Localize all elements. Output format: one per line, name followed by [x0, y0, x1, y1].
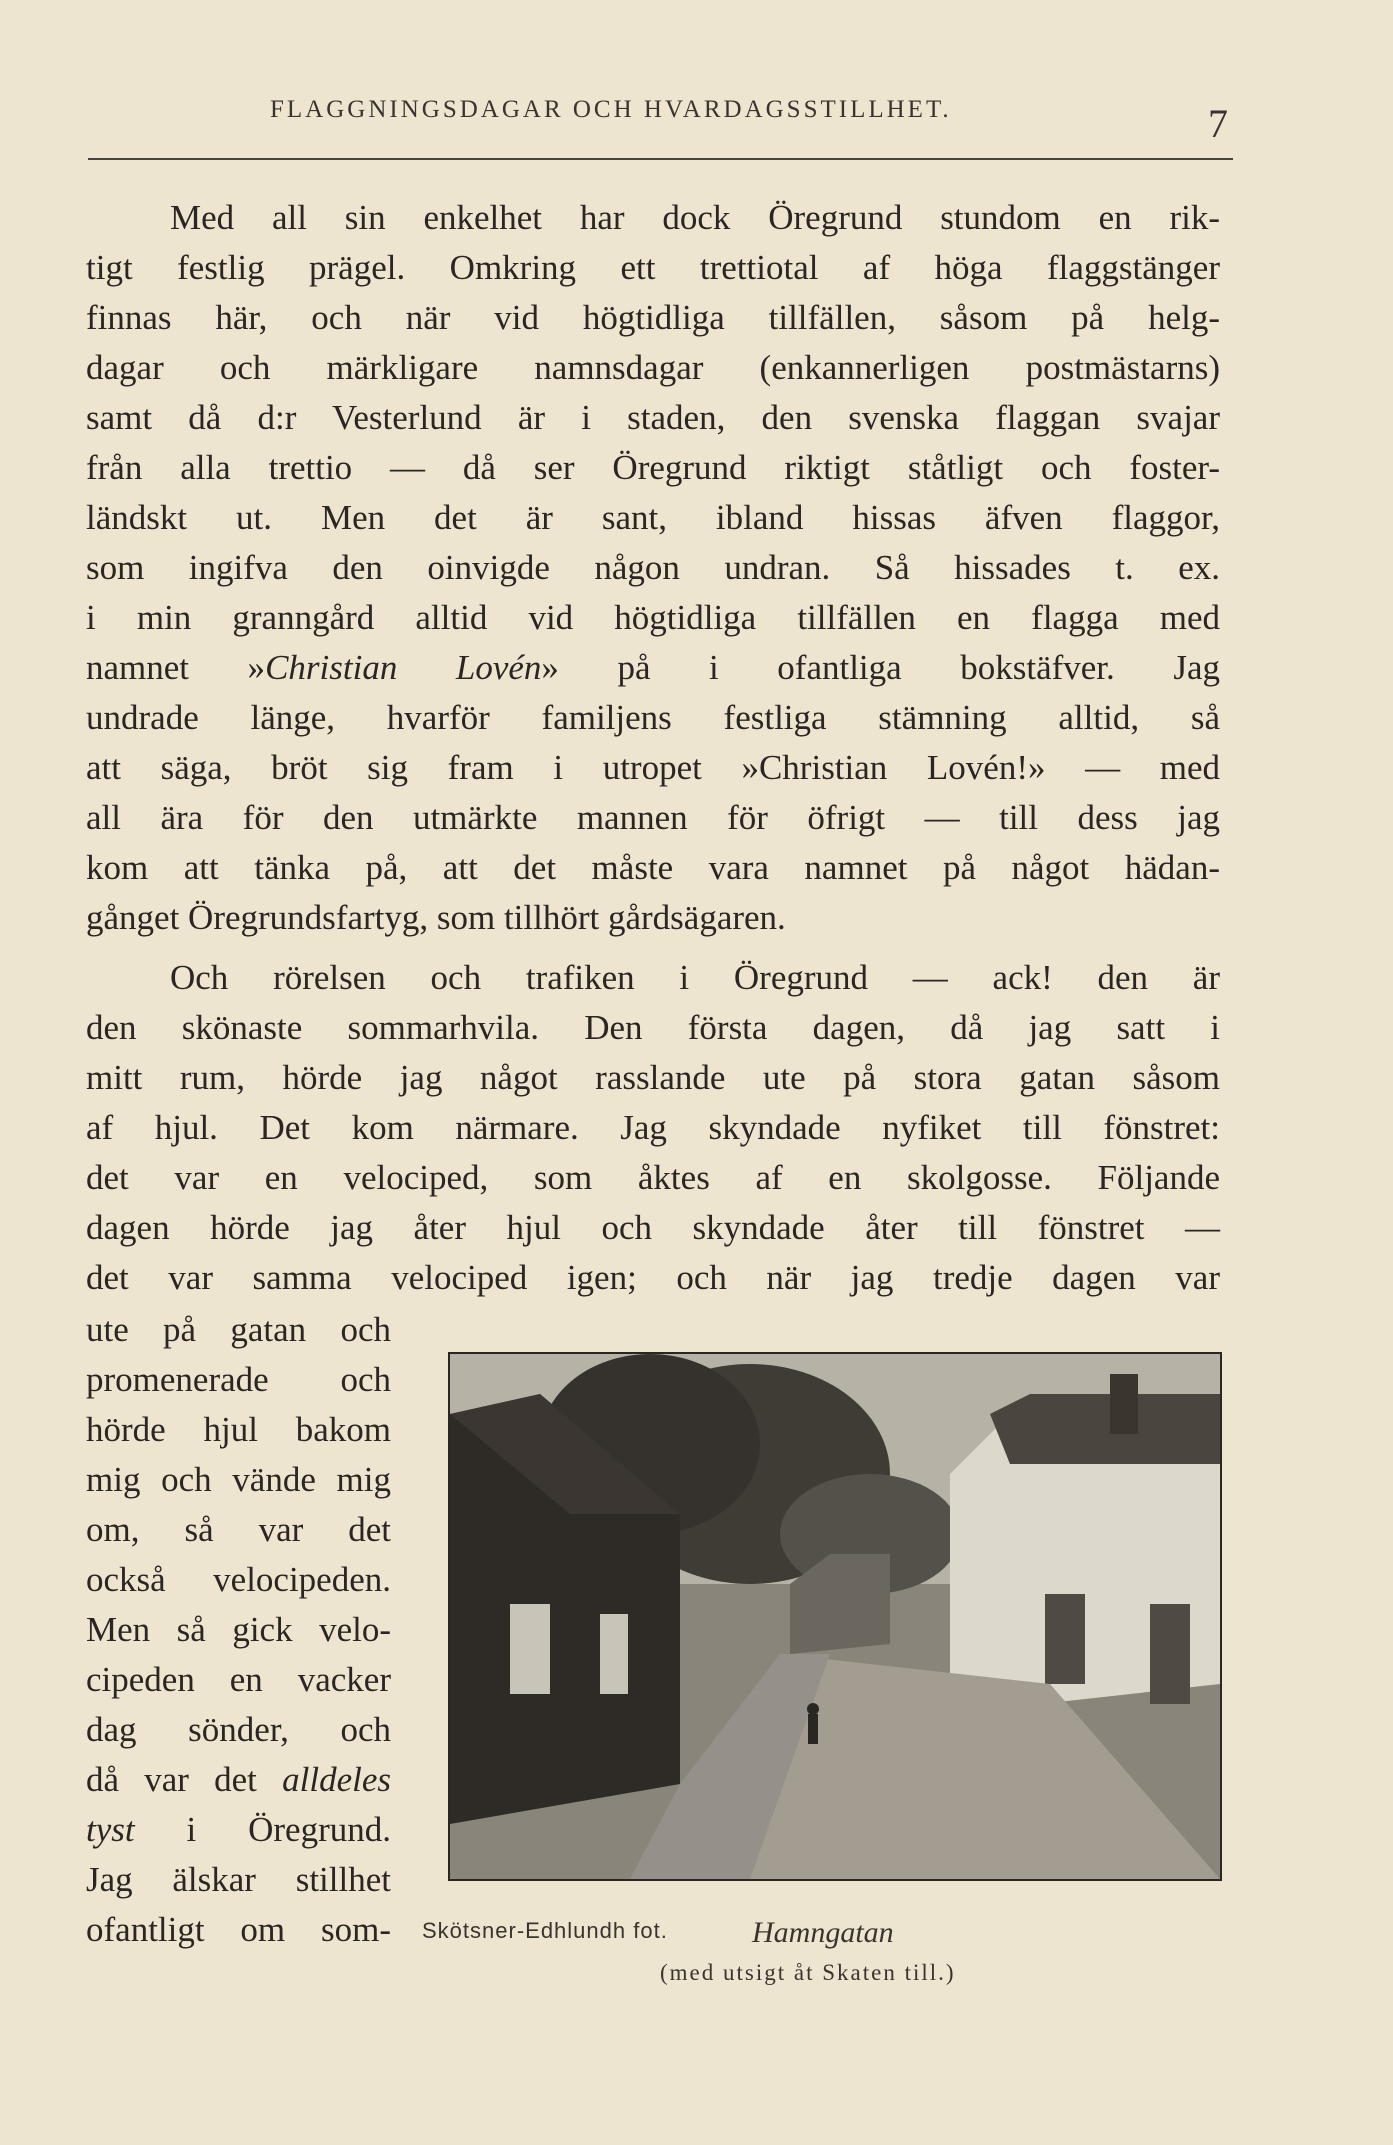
street-photograph — [448, 1352, 1222, 1881]
text-line: af hjul. Det kom närmare. Jag skyndade nyfiket till fönstret: — [86, 1108, 1220, 1147]
photo-credit: Skötsner-Edhlundh fot. — [422, 1918, 668, 1943]
text-line: ofantligt om som- — [86, 1910, 391, 1949]
text-line: ländskt ut. Men det är sant, ibland hissas äfven flaggor, — [86, 498, 1220, 537]
text-line: Med all sin enkelhet har dock Öregrund stundom en rik- — [170, 198, 1220, 237]
text-line: Jag älskar stillhet — [86, 1860, 391, 1899]
text-line: samt då d:r Vesterlund är i staden, den svenska flaggan svajar — [86, 398, 1220, 437]
text-line: mitt rum, hörde jag något rasslande ute på stora gatan såsom — [86, 1058, 1220, 1097]
text-run: namnet » — [86, 648, 266, 687]
text-line: den skönaste sommarhvila. Den första dagen, då jag satt i — [86, 1008, 1220, 1047]
text-line: all ära för den utmärkte mannen för öfrigt — till dess jag — [86, 798, 1220, 837]
text-line: också velocipeden. — [86, 1560, 391, 1599]
text-line: om, så var det — [86, 1510, 391, 1549]
text-line: Och rörelsen och trafiken i Öregrund — ack! den är — [170, 958, 1220, 997]
page-number: 7 — [1208, 101, 1228, 146]
text-line: ute på gatan och — [86, 1310, 391, 1349]
text-run: då var det — [86, 1760, 283, 1799]
text-line: från alla trettio — då ser Öregrund riktigt ståtligt och foster- — [86, 448, 1220, 487]
street-scene-illustration — [450, 1354, 1220, 1879]
text-line: cipeden en vacker — [86, 1660, 391, 1699]
text-line: gånget Öregrundsfartyg, som tillhört gårdsägaren. — [86, 898, 786, 937]
text-line: det var samma velociped igen; och när jag tredje dagen var — [86, 1258, 1220, 1297]
text-line-alldeles — [86, 1760, 391, 1800]
running-header: FLAGGNINGSDAGAR OCH HVARDAGSSTILLHET. — [270, 96, 952, 123]
photo-title: Hamngatan — [752, 1916, 894, 1949]
text-line: i min granngård alltid vid högtidliga tillfällen en flagga med — [86, 598, 1220, 637]
text-line: mig och vände mig — [86, 1460, 391, 1499]
text-line: dagar och märkligare namnsdagar (enkannerligen postmästarns) — [86, 348, 1220, 387]
text-line: att säga, bröt sig fram i utropet »Christian Lovén!» — med — [86, 748, 1220, 787]
italic-word: alldeles — [282, 1760, 391, 1799]
text-line: undrade länge, hvarför familjens festliga stämning alltid, så — [86, 698, 1220, 737]
text-line-tyst — [86, 1810, 391, 1850]
photo-subtitle: (med utsigt åt Skaten till.) — [660, 1960, 956, 1985]
text-line-christian — [86, 648, 1220, 688]
text-line: finnas här, och när vid högtidliga tillfällen, såsom på helg- — [86, 298, 1220, 337]
text-line: kom att tänka på, att det måste vara namnet på något hädan- — [86, 848, 1220, 887]
text-line: Men så gick velo- — [86, 1610, 391, 1649]
text-line: som ingifva den oinvigde någon undran. Så hissades t. ex. — [86, 548, 1220, 587]
text-line: dagen hörde jag åter hjul och skyndade åter till fönstret — — [86, 1208, 1220, 1247]
text-line: det var en velociped, som åktes af en skolgosse. Följande — [86, 1158, 1220, 1197]
italic-word: tyst — [86, 1810, 135, 1849]
text-line: hörde hjul bakom — [86, 1410, 391, 1449]
text-run: » på i ofantliga bokstäfver. Jag — [541, 648, 1220, 687]
header-rule — [88, 158, 1233, 160]
text-line: tigt festlig prägel. Omkring ett trettiotal af höga flaggstänger — [86, 248, 1220, 287]
italic-name: Christian Lovén — [265, 648, 542, 687]
text-run: i Öregrund. — [134, 1810, 391, 1849]
text-line: dag sönder, och — [86, 1710, 391, 1749]
text-line: promenerade och — [86, 1360, 391, 1399]
